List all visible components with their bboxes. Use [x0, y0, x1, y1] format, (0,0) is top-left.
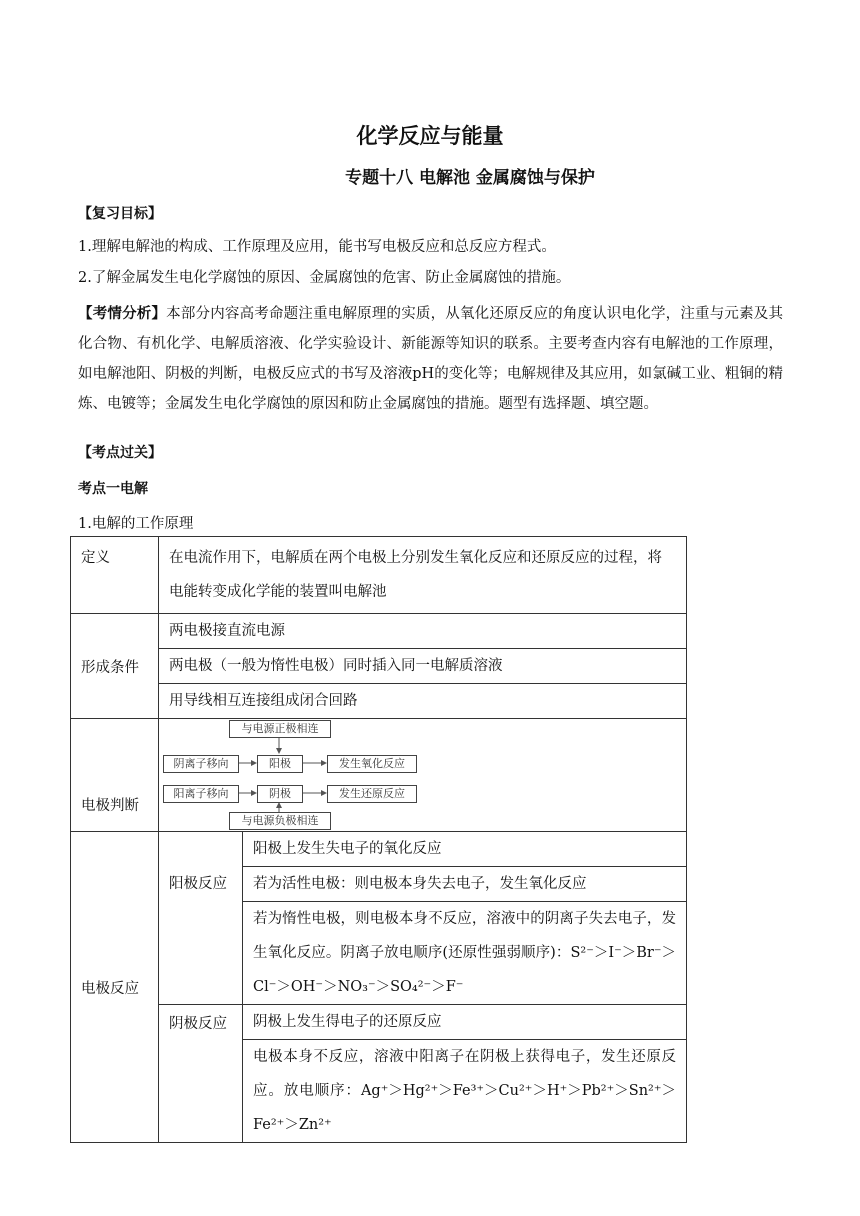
cathode-item: 阴极上发生得电子的还原反应 — [243, 1005, 686, 1040]
reduction-box: 发生还原反应 — [327, 785, 417, 803]
electrode-judgement-label: 电极判断 — [81, 798, 139, 814]
anode-reaction-label: 阳极反应 — [169, 876, 227, 892]
conditions-label: 形成条件 — [81, 659, 139, 676]
document-subtitle: 专题十八 电解池 金属腐蚀与保护 — [345, 168, 595, 188]
cathode-box: 阴极 — [257, 785, 303, 803]
definition-label: 定义 — [81, 550, 110, 566]
review-heading: 【复习目标】 — [78, 206, 162, 222]
anion-move-box: 阴离子移向 — [163, 755, 239, 773]
positive-source-box: 与电源正极相连 — [229, 720, 331, 738]
checkpoint-heading: 【考点过关】 — [78, 445, 162, 461]
cathode-order-text: 电极本身不反应，溶液中阳离子在阴极上获得电子，发生还原反应。放电顺序： — [253, 1049, 676, 1099]
condition-item: 用导线相互连接组成闭合回路 — [169, 693, 358, 709]
definition-text: 在电流作用下，电解质在两个电极上分别发生氧化反应和还原反应的过程，将电能转变成化学能的装置叫电解池 — [169, 550, 662, 600]
table-row-definition — [71, 537, 687, 614]
oxidation-box: 发生氧化反应 — [327, 755, 417, 773]
anode-item-inert — [243, 902, 686, 1004]
table-row-anode-reaction — [71, 832, 687, 1005]
electrode-reaction-label: 电极反应 — [81, 980, 139, 997]
point-one-heading: 考点一电解 — [78, 481, 148, 497]
table-row-electrode-judgement — [71, 719, 687, 832]
analysis-paragraph — [78, 299, 783, 419]
diagram-arrows — [159, 719, 603, 831]
electrode-diagram — [159, 719, 686, 831]
document-title: 化学反应与能量 — [356, 124, 504, 148]
cation-move-box: 阳离子移向 — [163, 785, 239, 803]
cation-order: Ag⁺＞Hg²⁺＞Fe³⁺＞Cu²⁺＞H⁺＞Pb²⁺＞Sn²⁺＞Fe²⁺＞Zn²⁺ — [253, 1083, 676, 1133]
table-row-conditions — [71, 614, 687, 719]
review-item-1: 1.理解电解池的构成、工作原理及应用，能书写电极反应和总反应方程式。 — [78, 239, 556, 255]
cathode-reaction-label: 阴极反应 — [169, 1016, 227, 1032]
analysis-text: 本部分内容高考命题注重电解原理的实质，从氧化还原反应的角度认识电化学，注重与元素及其化合物、有机化学、电解质溶液、化学实验设计、新能源等知识的联系。主要考查内容有电解池的工作原理，如电解池阳、阴极的判断，电极反应式的书写及溶液pH的变化等；电解规律及其应用，如氯碱工业、粗铜的精炼、电镀等；金属发生电化学腐蚀的原因和防止金属腐蚀的措施。题型有选择题、填空题。 — [78, 306, 784, 412]
section-label: 1.电解的工作原理 — [78, 516, 194, 532]
anion-order: S²⁻＞I⁻＞Br⁻＞Cl⁻＞OH⁻＞NO₃⁻＞SO₄²⁻＞F⁻ — [253, 945, 676, 995]
anode-box: 阳极 — [257, 755, 303, 773]
review-item-2: 2.了解金属发生电化学腐蚀的原因、金属腐蚀的危害、防止金属腐蚀的措施。 — [78, 270, 571, 286]
anode-inert-text: 若为惰性电极，则电极本身不反应，溶液中的阴离子失去电子，发生氧化反应。阴离子放电顺序(还原性强弱顺序)： — [253, 911, 676, 961]
negative-source-box: 与电源负极相连 — [229, 812, 331, 830]
analysis-heading: 【考情分析】 — [78, 306, 167, 322]
anode-item: 若为活性电极：则电极本身失去电子，发生氧化反应 — [243, 867, 686, 902]
condition-item: 两电极（一般为惰性电极）同时插入同一电解质溶液 — [159, 649, 686, 684]
anode-item: 阳极上发生失电子的氧化反应 — [243, 832, 686, 867]
electrolysis-table — [70, 536, 687, 1143]
table-row-cathode-reaction — [71, 1005, 687, 1143]
cathode-item-order — [243, 1040, 686, 1142]
condition-item: 两电极接直流电源 — [159, 614, 686, 649]
